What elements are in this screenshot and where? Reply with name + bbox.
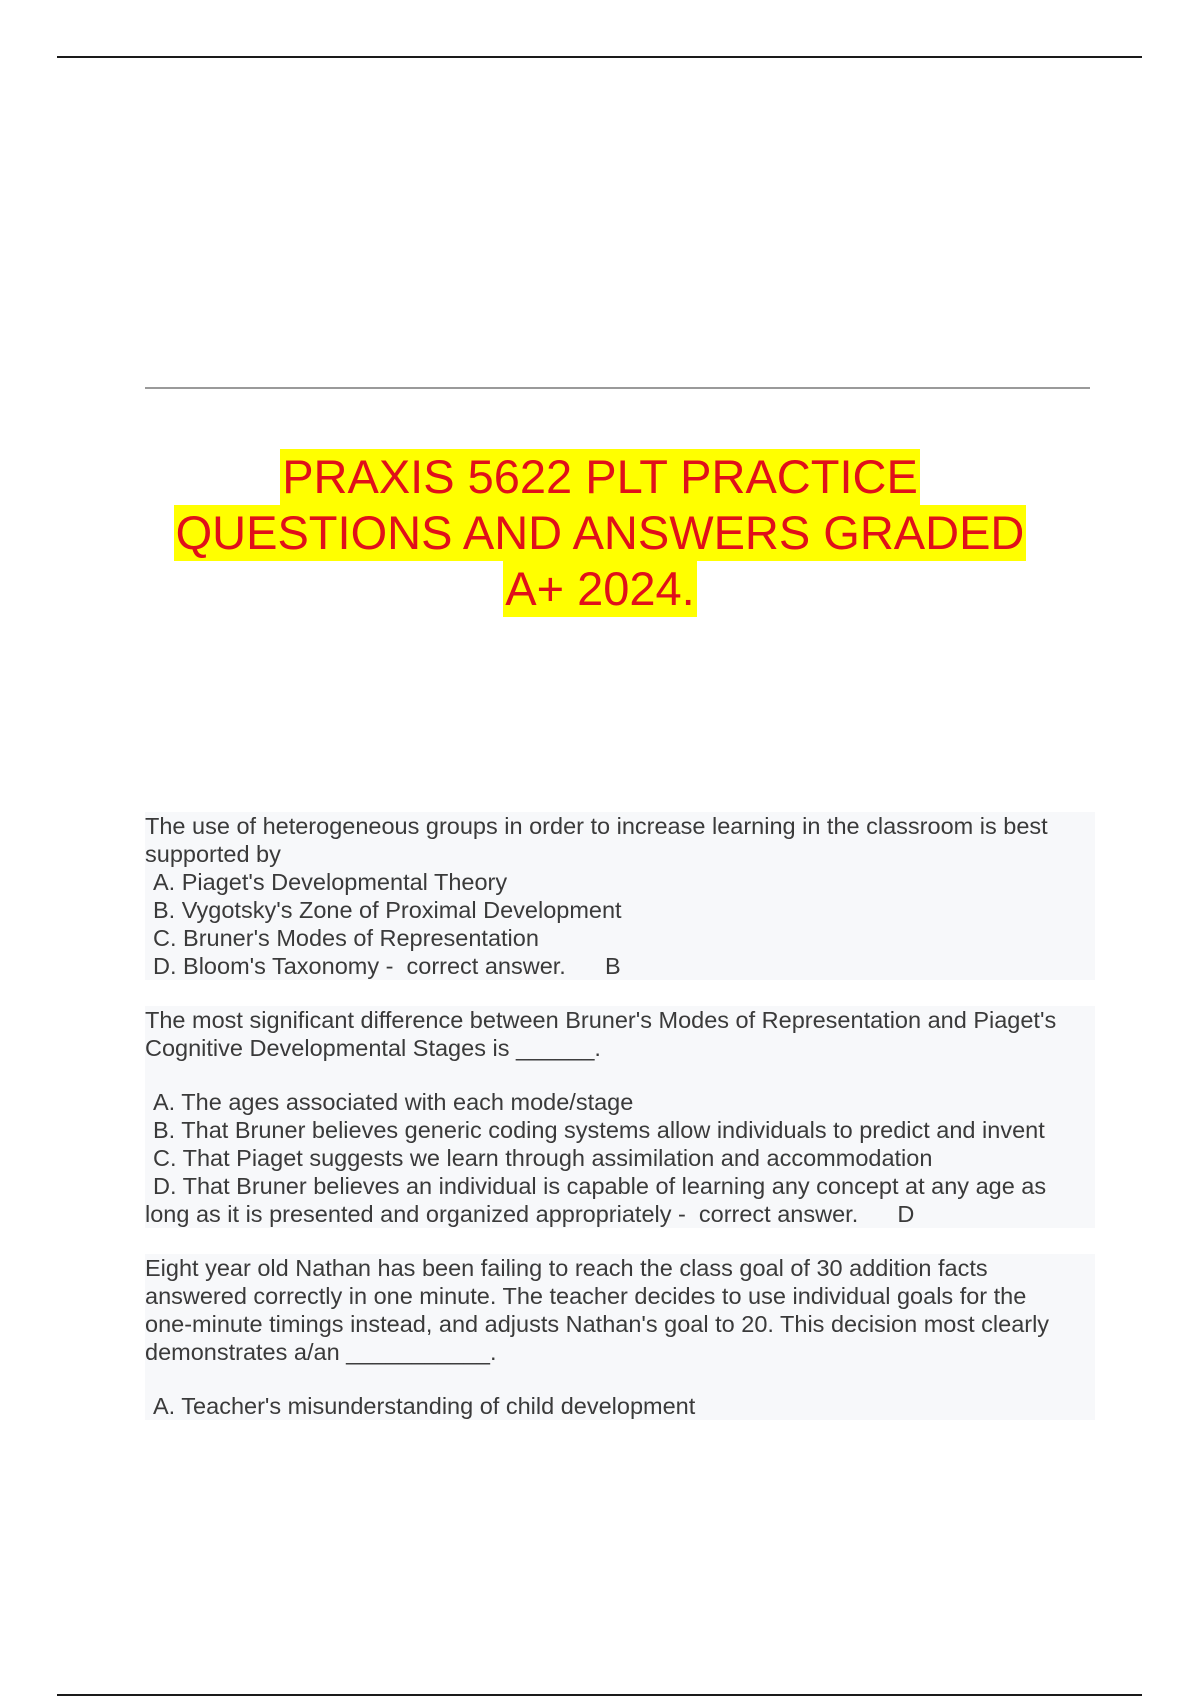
question-stem-line: one-minute timings instead, and adjusts Nathan's goal to 20. This decision most clearly xyxy=(145,1311,1050,1337)
question-stem-line: The use of heterogeneous groups in order to increase learning in the classroom is best xyxy=(145,813,1048,839)
answer-option-correct: D. Bloom's Taxonomy - correct answer. B xyxy=(153,953,621,979)
question-2-stem xyxy=(145,1006,1095,1062)
question-2 xyxy=(145,1006,1095,1228)
title-line-2: QUESTIONS AND ANSWERS GRADED xyxy=(175,506,1025,559)
question-1 xyxy=(145,812,1095,980)
question-stem-line: demonstrates a/an ___________. xyxy=(145,1339,497,1365)
question-stem-line: The most significant difference between Bruner's Modes of Representation and Piaget's xyxy=(145,1007,1057,1033)
answer-option: D. That Bruner believes an individual is capable of learning any concept at any age as xyxy=(153,1173,1047,1199)
answer-option: A. The ages associated with each mode/stage xyxy=(153,1089,634,1115)
question-1-options xyxy=(145,868,1095,980)
page-top-rule xyxy=(57,56,1142,58)
question-stem-line: Cognitive Developmental Stages is ______. xyxy=(145,1035,601,1061)
question-stem-line: answered correctly in one minute. The teacher decides to use individual goals for the xyxy=(145,1283,1027,1309)
question-stem-line: Eight year old Nathan has been failing to reach the class goal of 30 addition facts xyxy=(145,1255,988,1281)
title-line-1: PRAXIS 5622 PLT PRACTICE xyxy=(282,450,918,503)
questions-content xyxy=(145,812,1095,1420)
question-3-options xyxy=(145,1392,1095,1420)
title-line-3: A+ 2024. xyxy=(505,562,695,615)
title-divider xyxy=(145,387,1090,389)
question-1-stem xyxy=(145,812,1095,868)
question-3-stem xyxy=(145,1254,1095,1366)
answer-option: B. Vygotsky's Zone of Proximal Development xyxy=(153,897,622,923)
answer-option-correct: long as it is presented and organized appropriately - correct answer. D xyxy=(145,1201,915,1227)
document-title xyxy=(100,449,1100,617)
answer-option: A. Piaget's Developmental Theory xyxy=(153,869,508,895)
answer-option: C. That Piaget suggests we learn through assimilation and accommodation xyxy=(153,1145,933,1171)
question-stem-line: supported by xyxy=(145,841,281,867)
answer-option: B. That Bruner believes generic coding systems allow individuals to predict and invent xyxy=(153,1117,1045,1143)
answer-option: A. Teacher's misunderstanding of child development xyxy=(153,1393,696,1419)
question-3 xyxy=(145,1254,1095,1420)
question-2-options xyxy=(145,1088,1095,1228)
page-bottom-rule xyxy=(57,1694,1142,1696)
answer-option: C. Bruner's Modes of Representation xyxy=(153,925,539,951)
